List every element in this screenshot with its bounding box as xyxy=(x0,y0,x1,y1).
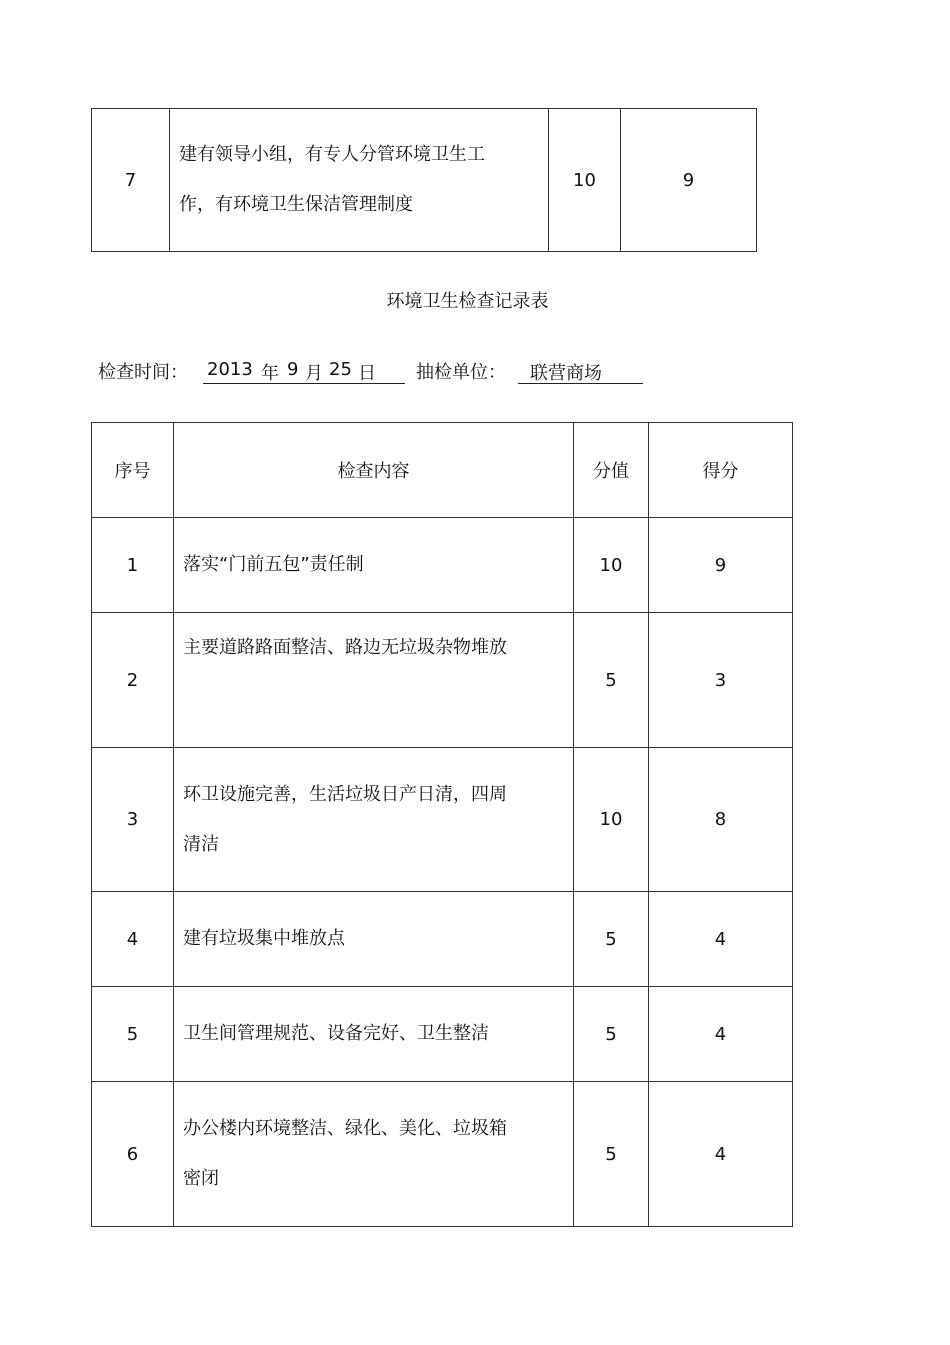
row-content-line: 主要道路路面整洁、路边无垃圾杂物堆放 xyxy=(183,637,507,658)
row-number: 7 xyxy=(92,109,170,252)
date-year: 2013 xyxy=(207,359,253,380)
table-row xyxy=(92,518,793,613)
row-score: 3 xyxy=(649,613,793,748)
header-max-score: 分值 xyxy=(574,423,649,518)
table-header-row xyxy=(92,423,793,518)
row-score: 4 xyxy=(649,987,793,1082)
row-score: 4 xyxy=(649,892,793,987)
row-content-line: 办公楼内环境整洁、绿化、美化、垃圾箱 xyxy=(183,1118,507,1139)
unit-field xyxy=(518,358,643,384)
row-content xyxy=(174,987,574,1082)
row-content xyxy=(174,518,574,613)
row-number: 5 xyxy=(92,987,174,1082)
month-char: 月 xyxy=(305,363,323,384)
unit-label: 抽检单位： xyxy=(416,362,506,383)
row-number: 4 xyxy=(92,892,174,987)
table-row xyxy=(92,109,757,252)
row-score: 8 xyxy=(649,748,793,892)
row-max-score: 5 xyxy=(574,1082,649,1227)
header-content: 检查内容 xyxy=(174,423,574,518)
row-score: 9 xyxy=(649,518,793,613)
row-content-line: 落实“门前五包”责任制 xyxy=(183,554,364,575)
day-char: 日 xyxy=(358,363,376,384)
row-content-line: 建有领导小组，有专人分管环境卫生工 xyxy=(179,144,485,165)
header-score: 得分 xyxy=(649,423,793,518)
row-content-line: 清洁 xyxy=(183,833,219,855)
row-content xyxy=(174,892,574,987)
row-content-line: 作，有环境卫生保洁管理制度 xyxy=(179,194,413,215)
row-score: 9 xyxy=(621,109,757,252)
row-max-score: 10 xyxy=(574,748,649,892)
table-row xyxy=(92,1082,793,1227)
table-row xyxy=(92,892,793,987)
previous-table xyxy=(91,108,757,252)
header-number: 序号 xyxy=(92,423,174,518)
row-number: 1 xyxy=(92,518,174,613)
row-number: 2 xyxy=(92,613,174,748)
row-content xyxy=(174,748,574,892)
row-content-line: 卫生间管理规范、设备完好、卫生整洁 xyxy=(183,1023,489,1044)
row-number: 3 xyxy=(92,748,174,892)
row-content xyxy=(174,1082,574,1227)
unit-value: 联营商场 xyxy=(530,363,602,384)
date-day: 25 xyxy=(329,359,352,380)
inspection-table xyxy=(91,422,793,1227)
row-max-score: 10 xyxy=(549,109,621,252)
row-content xyxy=(170,109,549,252)
row-max-score: 5 xyxy=(574,892,649,987)
row-content-line: 密闭 xyxy=(183,1168,219,1189)
row-number: 6 xyxy=(92,1082,174,1227)
table-row xyxy=(92,613,793,748)
table-row xyxy=(92,748,793,892)
row-max-score: 5 xyxy=(574,987,649,1082)
row-max-score: 10 xyxy=(574,518,649,613)
row-score: 4 xyxy=(649,1082,793,1227)
row-content xyxy=(174,613,574,748)
date-field xyxy=(203,358,405,384)
table-row xyxy=(92,987,793,1082)
row-max-score: 5 xyxy=(574,613,649,748)
row-content-line: 建有垃圾集中堆放点 xyxy=(183,928,345,949)
date-label: 检查时间： xyxy=(98,362,188,383)
date-month: 9 xyxy=(287,359,299,380)
year-char: 年 xyxy=(261,363,279,384)
page-title: 环境卫生检查记录表 xyxy=(386,291,549,312)
row-content-line: 环卫设施完善，生活垃圾日产日清，四周 xyxy=(183,783,507,805)
